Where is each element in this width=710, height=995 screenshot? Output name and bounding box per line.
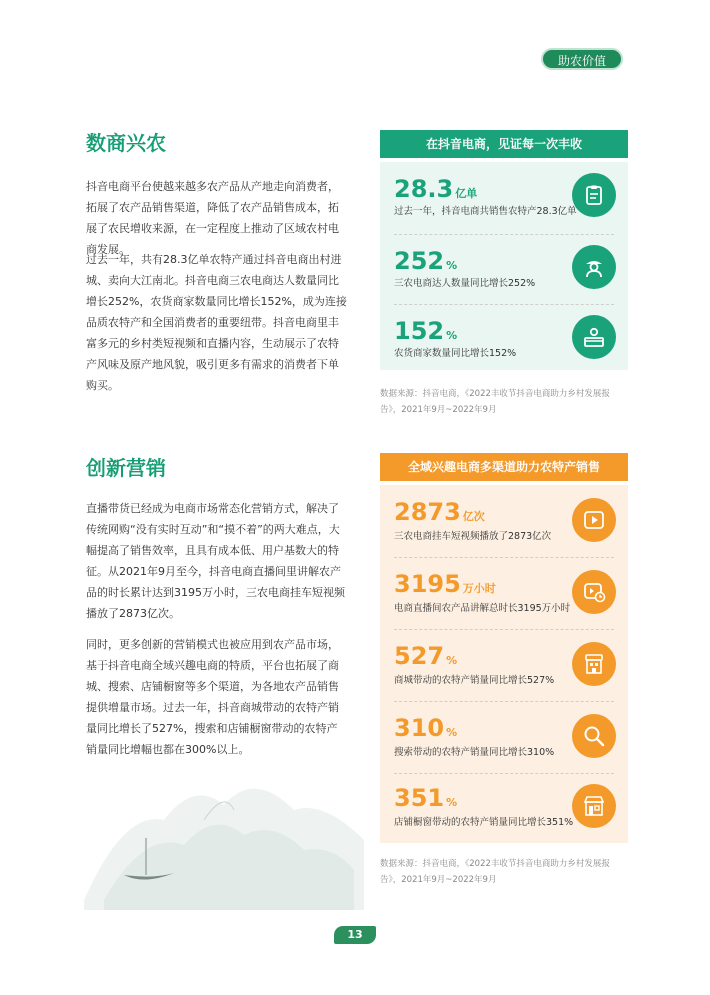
video-play-icon — [572, 498, 616, 542]
stat-card — [380, 773, 628, 843]
section-badge: 助农价值 — [541, 48, 623, 70]
stat-value: 3195 万小时 — [394, 570, 496, 598]
live-clock-icon — [572, 570, 616, 614]
stat-card — [380, 304, 628, 370]
stat-value: 527 % — [394, 642, 458, 670]
stat-description: 过去一年，抖音电商共销售农特产28.3亿单 — [394, 206, 577, 217]
orange-panel-header: 全域兴趣电商多渠道助力农特产销售 — [380, 453, 628, 481]
data-source-note: 数据来源：抖音电商，《2022丰收节抖音电商助力乡村发展报告》，2021年9月~2022年9月 — [380, 389, 610, 415]
stat-card — [380, 485, 628, 555]
section-title-innovative-marketing: 创新营销 — [86, 456, 166, 480]
stat-value: 2873 亿次 — [394, 498, 485, 526]
section-title-digital-commerce: 数商兴农 — [86, 131, 166, 155]
green-stats-panel — [380, 162, 628, 370]
mall-icon — [572, 642, 616, 686]
stat-description: 电商直播间农产品讲解总时长3195万小时 — [394, 603, 571, 614]
stat-description: 搜索带动的农特产销量同比增长310% — [394, 747, 555, 758]
stat-description: 三农电商挂车短视频播放了2873亿次 — [394, 531, 552, 542]
intro-paragraph: 抖音电商平台使越来越多农产品从产地走向消费者，拓展了农产品销售渠道，降低了农产品销售成本，拓展了农民增收来源，在一定程度上推动了区域农村电商发展。 — [86, 180, 339, 256]
marketing-paragraph: 直播带货已经成为电商市场常态化营销方式，解决了传统网购“没有实时互动”和“摸不着”的两大难点，大幅提高了销售效率，且具有成本低、用户基数大的特征。从2021年9月至今，抖音电商直播间里讲解农产品的时长累计达到3195万小时，三农电商挂车短视频播放了2873亿次。 — [86, 502, 345, 620]
stat-description: 农货商家数量同比增长152% — [394, 348, 517, 359]
stat-value: 310 % — [394, 714, 458, 742]
storefront-icon — [572, 784, 616, 828]
green-panel-header: 在抖音电商，见证每一次丰收 — [380, 130, 628, 158]
stat-value: 152 % — [394, 317, 458, 345]
ink-landscape-illustration — [84, 750, 364, 910]
stat-description: 商城带动的农特产销量同比增长527% — [394, 675, 555, 686]
stat-value: 252 % — [394, 247, 458, 275]
farmer-icon — [572, 245, 616, 289]
search-icon — [572, 714, 616, 758]
stat-card — [380, 629, 628, 699]
data-source-note: 数据来源：抖音电商，《2022丰收节抖音电商助力乡村发展报告》，2021年9月~2022年9月 — [380, 859, 610, 885]
channels-paragraph: 同时，更多创新的营销模式也被应用到农产品市场，基于抖音电商全域兴趣电商的特质，平台也拓展了商城、搜索、店铺橱窗等多个渠道，为各地农产品销售提供增量市场。过去一年，抖音商城带动的农特产销量同比增长了527%，搜索和店铺橱窗带动的农特产销量同比增幅也都在300%以上。 — [86, 638, 339, 756]
stat-value: 28.3 亿单 — [394, 175, 478, 203]
stat-card — [380, 234, 628, 302]
stat-value: 351 % — [394, 784, 458, 812]
clipboard-icon — [572, 173, 616, 217]
stat-description: 店铺橱窗带动的农特产销量同比增长351% — [394, 817, 574, 828]
merchant-icon — [572, 315, 616, 359]
stat-description: 三农电商达人数量同比增长252% — [394, 278, 536, 289]
orange-stats-panel — [380, 485, 628, 843]
stat-card — [380, 557, 628, 627]
page-number: 13 — [334, 926, 376, 944]
body-paragraph: 过去一年，共有28.3亿单农特产通过抖音电商出村进城、卖向大江南北。抖音电商三农电商达人数量同比增长252%，农货商家数量同比增长152%，成为连接品质农特产和全国消费者的重要纽带。抖音电商里丰富多元的乡村类短视频和直播内容，生动展示了农特产风味及原产地风貌，吸引更多有需求的消费者下单购买。 — [86, 253, 347, 392]
stat-card — [380, 701, 628, 771]
stat-card — [380, 162, 628, 230]
